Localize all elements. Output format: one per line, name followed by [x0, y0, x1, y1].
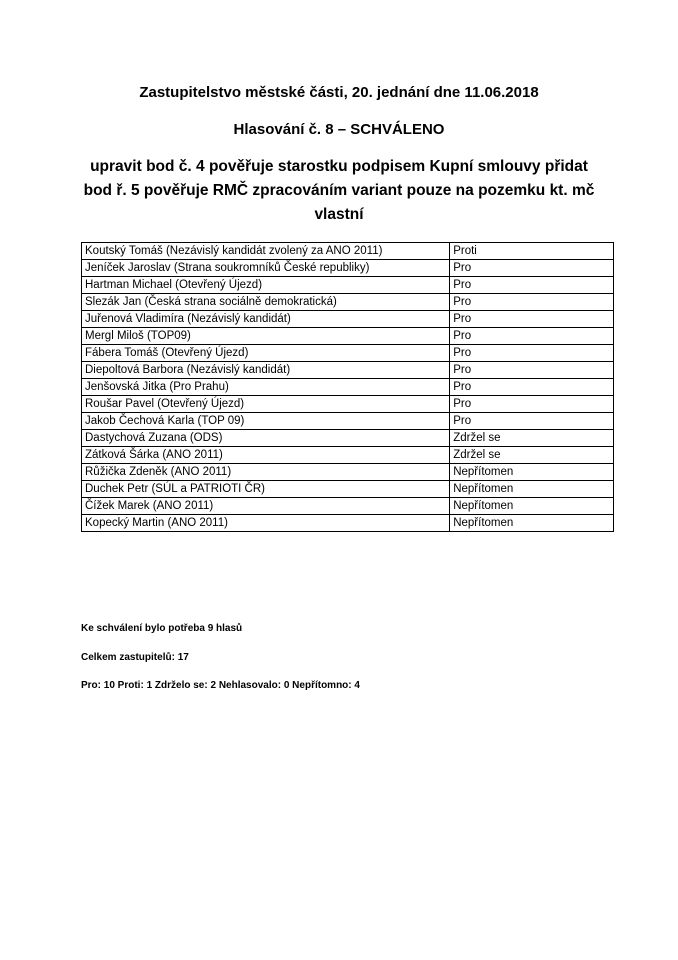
resolution-text: upravit bod č. 4 pověřuje starostku podpisem Kupní smlouvy přidat bod ř. 5 pověřuje RMČ zpracováním variant pouze na pozemku kt. mč vlastní: [83, 158, 595, 223]
member-name: Duchek Petr (SÚL a PATRIOTI ČR): [82, 481, 450, 498]
table-row: [82, 379, 614, 396]
member-vote: Pro: [450, 396, 614, 413]
member-name: Jenšovská Jitka (Pro Prahu): [82, 379, 450, 396]
member-name: Mergl Miloš (TOP09): [82, 328, 450, 345]
table-row: [82, 294, 614, 311]
table-row: [82, 515, 614, 532]
meeting-title: Zastupitelstvo městské části, 20. jednání dne 11.06.2018: [139, 84, 539, 101]
table-row: [82, 396, 614, 413]
member-name: Fábera Tomáš (Otevřený Újezd): [82, 345, 450, 362]
member-vote: Nepřítomen: [450, 481, 614, 498]
member-vote: Pro: [450, 277, 614, 294]
member-vote: Pro: [450, 362, 614, 379]
table-row: [82, 430, 614, 447]
member-name: Hartman Michael (Otevřený Újezd): [82, 277, 450, 294]
member-name: Jeníček Jaroslav (Strana soukromníků České republiky): [82, 260, 450, 277]
member-vote: Nepřítomen: [450, 515, 614, 532]
member-name: Růžička Zdeněk (ANO 2011): [82, 464, 450, 481]
member-vote: Pro: [450, 379, 614, 396]
votes-table: [81, 242, 614, 532]
table-row: [82, 243, 614, 260]
member-name: Dastychová Zuzana (ODS): [82, 430, 450, 447]
member-name: Slezák Jan (Česká strana sociálně demokratická): [82, 294, 450, 311]
member-name: Kopecký Martin (ANO 2011): [82, 515, 450, 532]
table-row: [82, 464, 614, 481]
member-name: Čížek Marek (ANO 2011): [82, 498, 450, 515]
member-name: Jakob Čechová Karla (TOP 09): [82, 413, 450, 430]
table-row: [82, 277, 614, 294]
table-row: [82, 345, 614, 362]
table-row: [82, 498, 614, 515]
member-name: Juřenová Vladimíra (Nezávislý kandidát): [82, 311, 450, 328]
table-row: [82, 413, 614, 430]
member-name: Diepoltová Barbora (Nezávislý kandidát): [82, 362, 450, 379]
table-row: [82, 260, 614, 277]
member-vote: Pro: [450, 311, 614, 328]
table-row: [82, 328, 614, 345]
member-vote: Pro: [450, 328, 614, 345]
vote-counts: Pro: 10 Proti: 1 Zdrželo se: 2 Nehlasovalo: 0 Nepřítomno: 4: [81, 680, 360, 691]
member-vote: Pro: [450, 413, 614, 430]
table-row: [82, 447, 614, 464]
total-members: Celkem zastupitelů: 17: [81, 652, 189, 663]
member-name: Koutský Tomáš (Nezávislý kandidát zvolený za ANO 2011): [82, 243, 450, 260]
member-name: Roušar Pavel (Otevřený Újezd): [82, 396, 450, 413]
member-vote: Proti: [450, 243, 614, 260]
member-vote: Nepřítomen: [450, 498, 614, 515]
member-vote: Pro: [450, 345, 614, 362]
member-vote: Zdržel se: [450, 430, 614, 447]
votes-needed: Ke schválení bylo potřeba 9 hlasů: [81, 623, 243, 634]
member-vote: Nepřítomen: [450, 464, 614, 481]
table-row: [82, 481, 614, 498]
member-vote: Pro: [450, 294, 614, 311]
table-row: [82, 362, 614, 379]
member-vote: Pro: [450, 260, 614, 277]
vote-title: Hlasování č. 8 – SCHVÁLENO: [233, 121, 445, 138]
member-vote: Zdržel se: [450, 447, 614, 464]
table-row: [82, 311, 614, 328]
member-name: Zátková Šárka (ANO 2011): [82, 447, 450, 464]
